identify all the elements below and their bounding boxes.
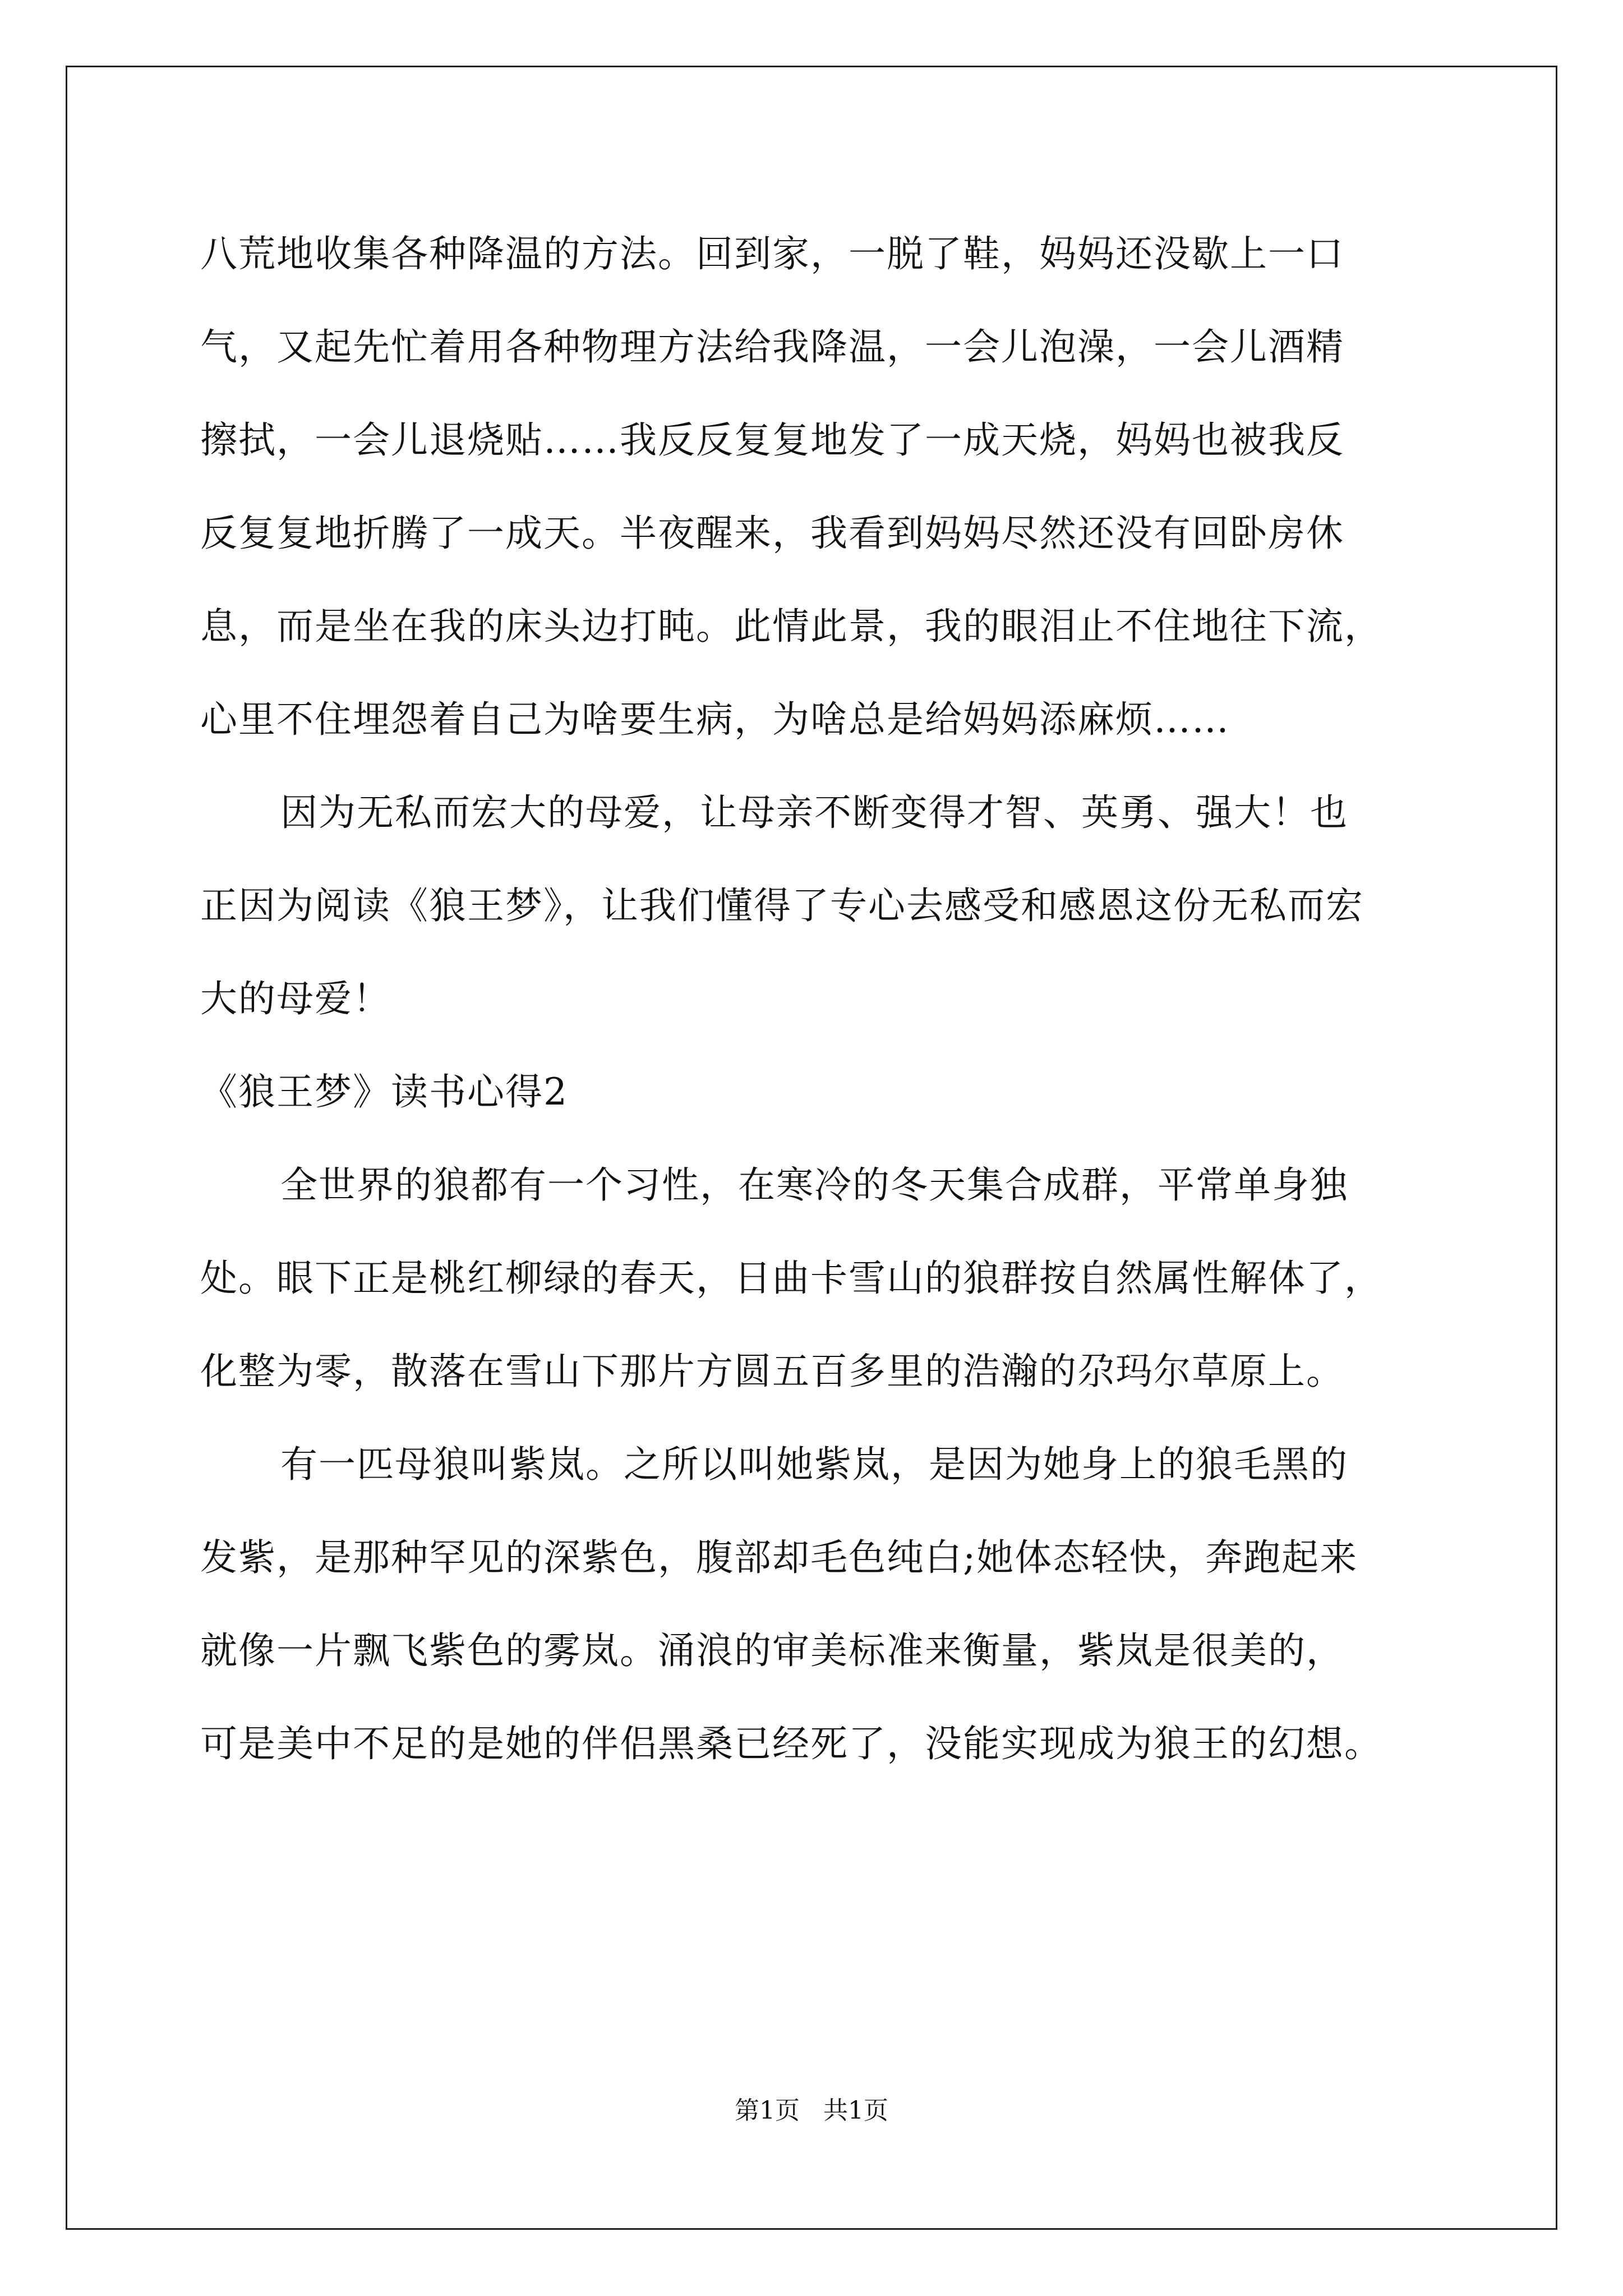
text-line: 就像一片飘飞紫色的雾岚。涌浪的审美标准来衡量，紫岚是很美的， — [200, 1629, 1344, 1672]
text-line: 处。眼下正是桃红柳绿的春天，日曲卡雪山的狼群按自然属性解体了， — [200, 1257, 1382, 1300]
document-body — [200, 208, 1456, 1791]
text-line: 大的母爱！ — [200, 977, 391, 1020]
text-line: 擦拭，一会儿退烧贴……我反反复复地发了一成天烧，妈妈也被我反 — [200, 418, 1344, 462]
text-line: 气，又起先忙着用各种物理方法给我降温，一会儿泡澡，一会儿酒精 — [200, 325, 1344, 369]
text-line: 八荒地收集各种降温的方法。回到家，一脱了鞋，妈妈还没歇上一口 — [200, 232, 1344, 275]
text-line: 正因为阅读《狼王梦》，让我们懂得了专心去感受和感恩这份无私而宏 — [200, 884, 1364, 927]
text-line: 心里不住埋怨着自己为啥要生病，为啥总是给妈妈添麻烦…… — [200, 698, 1230, 741]
text-line: 息，而是坐在我的床头边打盹。此情此景，我的眼泪止不住地往下流， — [200, 605, 1382, 648]
section-heading: 《狼王梦》读书心得2 — [200, 1070, 568, 1114]
text-line: 发紫，是那种罕见的深紫色，腹部却毛色纯白;她体态轻快，奔跑起来 — [200, 1536, 1358, 1579]
text-line: 反复复地折腾了一成天。半夜醒来，我看到妈妈尽然还没有回卧房休 — [200, 512, 1344, 555]
paragraph-start-line: 有一匹母狼叫紫岚。之所以叫她紫岚，是因为她身上的狼毛黑的 — [280, 1443, 1348, 1486]
page-number-footer: 第1页 共1页 — [735, 2096, 888, 2125]
text-line: 可是美中不足的是她的伴侣黑桑已经死了，没能实现成为狼王的幻想。 — [200, 1722, 1382, 1765]
paragraph-start-line: 全世界的狼都有一个习性，在寒冷的冬天集合成群，平常单身独 — [280, 1163, 1348, 1207]
paragraph-start-line: 因为无私而宏大的母爱，让母亲不断变得才智、英勇、强大！也 — [280, 791, 1348, 834]
text-line: 化整为零，散落在雪山下那片方圆五百多里的浩瀚的尕玛尔草原上。 — [200, 1350, 1344, 1393]
